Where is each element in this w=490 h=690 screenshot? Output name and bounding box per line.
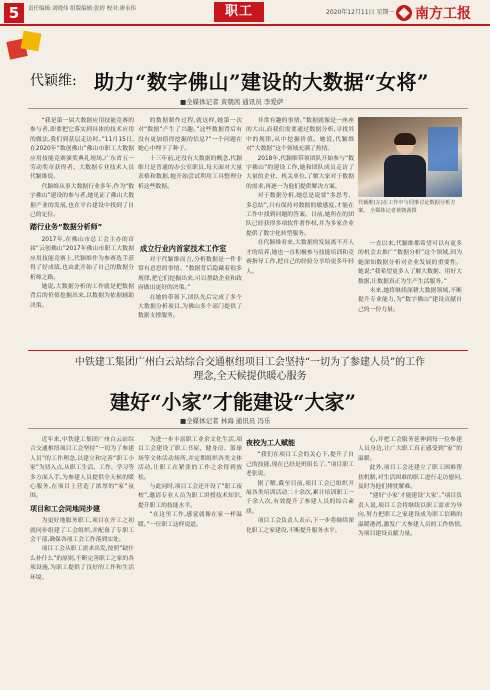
paragraph: 未来,她将继续深耕大数据领域,不断提升专业能力,为“数字佛山”建设贡献自己的一份力量。 bbox=[358, 288, 462, 313]
paragraph: 近年来,中铁建工集团广州白云站综合交通枢纽项目工会坚持“一切为了参建人员”的工作理念,以建立和完善“职工小家”为切入点,从职工生活、工作、学习等多方面入手,为参建人员提供全天候的暖心服务,在项目上营造了浓厚的“家”氛围。 bbox=[30, 437, 134, 500]
story1-byline: ■全媒体记者 黄朝茜 通讯员 李爱萨 bbox=[180, 98, 284, 106]
header-rule bbox=[0, 24, 490, 26]
paragraph: 非常有趣的事情。”数据就像是一座座的大山,而我们需要通过数据分析,寻找其中的规律,从中挖掘价值。她说,代颖维对“大数据”这个领域充满了热情。 bbox=[246, 118, 354, 153]
subheading: 夜校为工人赋能 bbox=[246, 439, 295, 447]
story1-column-4 bbox=[358, 240, 462, 345]
paragraph: “建好‘小家’才能建设‘大家’。”项目负责人说,项目工会将继续以职工需求为导向,努力把职工之家建设成为职工信赖的温暖港湾,激发广大参建人员的工作热情,为项目建设贡献力量。 bbox=[358, 493, 462, 538]
logo-mark-icon bbox=[396, 5, 412, 21]
paragraph: 十三年前,还没有大数据的概念,代颖维只是普通的办公室职员,每天面对大量表格和数据,她开始尝试利用工具整理分析这些数据。 bbox=[138, 155, 242, 190]
story2-headline: 建好“小家”才能建设“大家” bbox=[110, 390, 357, 414]
page-header bbox=[0, 0, 490, 26]
headline-rule bbox=[28, 108, 468, 109]
headline-rule bbox=[28, 428, 468, 429]
photo-caption: 代颖维(左)在工作中与同事讨论数据分析方案。 全媒体记者黄朝茜摄 bbox=[358, 200, 456, 214]
column-badge-icon bbox=[8, 30, 44, 64]
paragraph: 在她的带领下,团队先后完成了多个大数据分析项目,为佛山多个部门提供了数据支撑服务。 bbox=[138, 294, 242, 320]
story1-kicker: 代颖维: bbox=[30, 73, 77, 89]
logo-text: 南方工报 bbox=[415, 6, 471, 22]
paragraph: 在代颖维看来,大数据的发展离不开人才的培养,她也一直积极参与技能培训和竞赛指导工作,把自己的经验分享给更多年轻人。 bbox=[246, 240, 354, 275]
paragraph: “我们在项目工会的关心下,提升了自己的技能,现在已经是班组长了。”项目职工老张说。 bbox=[246, 452, 354, 478]
story1-photo bbox=[358, 117, 462, 197]
story2-byline: ■全媒体记者 林海 通讯员 冯乐 bbox=[180, 417, 271, 425]
story2-deck: 中铁建工集团广州白云站综合交通枢纽项目工会坚持“一切为了参建人员”的工作理念,全天候提供暖心服务 bbox=[74, 357, 426, 382]
paragraph: 为进一步丰富职工业余文化生活,项目工会建设了职工书屋、健身房、篮球场等文体活动场所,并定期组织各类文体活动,让职工在紧张的工作之余得到放松。 bbox=[138, 437, 242, 481]
story2-column-1 bbox=[30, 436, 134, 686]
story1-column-1 bbox=[30, 117, 134, 345]
issue-date: 2020年12月11日 星期一 bbox=[326, 9, 395, 16]
editor-credits: 责任编辑:刘晓伟 组版编辑:张婷 校对:廖永伟 bbox=[28, 6, 137, 12]
paragraph: 项目工会负责人表示,下一步将继续深化职工之家建设,不断提升服务水平。 bbox=[246, 518, 354, 534]
story1-column-3 bbox=[246, 117, 354, 345]
paragraph: 的数据制作过程,就这样,她第一次对“数据”产生了兴趣。”这些数据背后有没有更加值得挖掘的信息?”一个问题在她心中埋下了种子。 bbox=[138, 118, 242, 153]
section-label: 职工 bbox=[214, 2, 264, 22]
story2-column-2 bbox=[138, 436, 242, 686]
paragraph: 与此同时,项目工会还开设了“职工夜校”,邀请专业人员为职工讲授技术知识,提升职工的技能水平。 bbox=[138, 484, 242, 509]
paragraph: 一直以来,代颖维都希望可以有更多的机会去推广“数据分析”这个领域,因为她深知数据分析对企业发展的重要性。她说:“我希望更多人了解大数据、用好大数据,让数据真正为生产生活服务。” bbox=[358, 241, 462, 285]
story1-column-2b bbox=[138, 256, 242, 345]
paragraph: 对于数据分析,她总是说要“多思考、多总结”,只有保持对数据的敏感度,才能在工作中找到问题的答案。目前,她所在的团队已经获得多项软件著作权,并为多家企业提供了数字化转型服务。 bbox=[246, 193, 354, 237]
story1-column-2 bbox=[138, 117, 242, 247]
subheading: 成立行业内首家技术工作室 bbox=[140, 244, 227, 253]
paragraph: 据了解,截至目前,项目工会已组织开展各类培训活动二十余次,累计培训职工一千余人次,有效提升了参建人员的综合素质。 bbox=[246, 480, 354, 515]
story2-column-3 bbox=[246, 436, 354, 686]
story2-column-4 bbox=[358, 436, 462, 686]
story1-headline: 助力“数字佛山”建设的大数据“女将” bbox=[94, 70, 430, 94]
paragraph: 2018年,代颖维带领团队开始参与“数字佛山”的建设工作,她和团队成员走访了大量的企业、机关单位,了解大家对于数据的需求,再逐一为他们提供解决方案。 bbox=[246, 155, 354, 190]
subheading: 踏行业务“数据分析师” bbox=[30, 223, 103, 232]
paragraph: 此外,项目工会还建立了职工困难帮扶机制,对生活困难的职工进行走访慰问,及时为他们排忧解难。 bbox=[358, 465, 462, 491]
paragraph: 心,并把工会服务延伸到每一位参建人员身边,让广大职工真正感受到“家”的温暖。 bbox=[358, 437, 462, 462]
paragraph: 她说,大数据分析的工作就是把数据背后的价值挖掘出来,以数据为依据辅助决策。 bbox=[30, 283, 134, 309]
subheading: 项目和工会同地同步建 bbox=[30, 504, 100, 513]
paragraph: 为更好地服务职工,项目在开工之初就同步组建了工会组织,并配备了专职工会干部,确保各项工会工作落到实处。 bbox=[30, 518, 134, 544]
paragraph: 2017年,在佛山市总工会主办的首届“云创佛山”2017年佛山市职工大数据应用技能竞赛上,代颖维作为参赛选手获得了好成绩,也由此开始了自己的数据分析师之路。 bbox=[30, 236, 134, 281]
paragraph: 项目工会从职工需求出发,按照“缺什么补什么”的原则,不断完善职工之家的各项设施,为职工提供了良好的工作和生活环境。 bbox=[30, 546, 134, 581]
paragraph: “在这里工作,感觉就像在家一样温暖。”一位职工这样说道。 bbox=[138, 512, 242, 528]
paragraph: “我是第一届大数据应用技能竞赛的参与者,即要把它落实到具体的技术应用的做法,我们到基层走访时。”11月15日,在2020年“数创佛山”佛山市职工大数据应用技能竞赛颁奖典礼现场,广东省五一劳动奖章获得者、大数据专业技术人员代颖维说。 bbox=[30, 118, 134, 181]
story-divider bbox=[28, 350, 468, 351]
paragraph: 对于代颖维而言,分析数据是一件非常有意思的事情。“数据背后隐藏着很多规律,把它们挖掘出来,可以帮助企业和政府做出更好的决策。” bbox=[138, 257, 242, 292]
page-number: 5 bbox=[4, 3, 24, 23]
paragraph: 代颖维从事大数据行业多年,作为“数字佛山”建设的参与者,她见证了佛山大数据产业的发展,也在平台建设中找到了自己的定位。 bbox=[30, 183, 134, 219]
masthead-logo bbox=[396, 2, 471, 24]
